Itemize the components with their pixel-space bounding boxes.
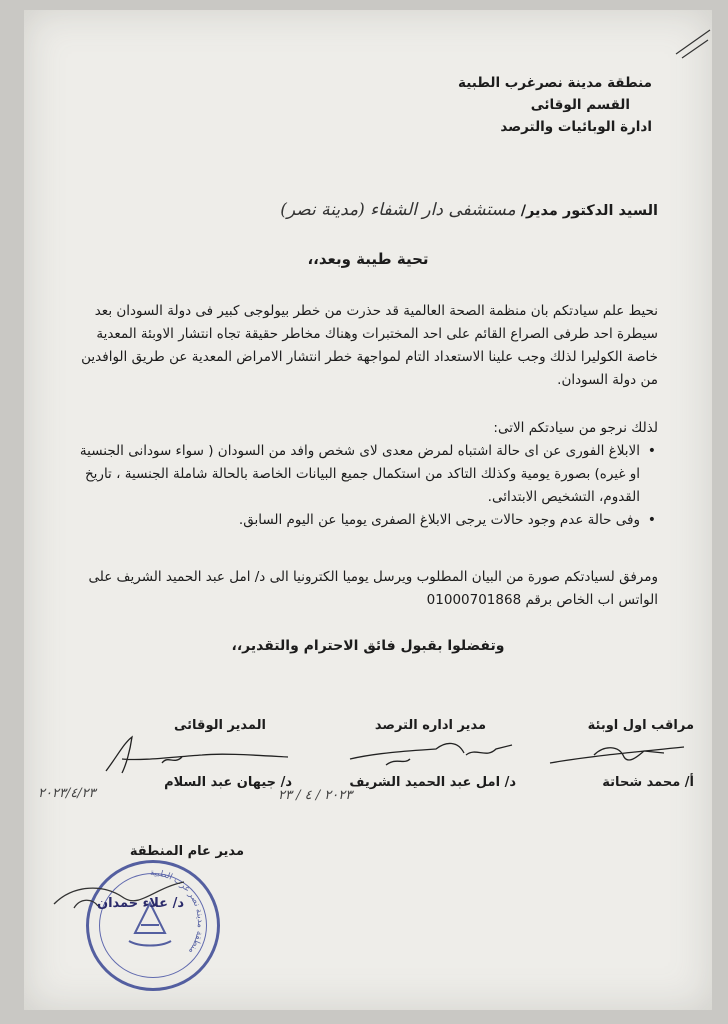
request-section: [78, 417, 658, 532]
signature-block-preventive-director: [102, 718, 292, 790]
signatory-title: مدير اداره الترصد: [374, 718, 486, 733]
signature-block-surveillance-director: [346, 718, 516, 790]
signature-block-epidemic-inspector: [544, 718, 694, 790]
signatory-name: د/ امل عبد الحميد الشريف: [349, 775, 516, 790]
body-paragraph-warning: نحيط علم سيادتكم بان منظمة الصحة العالمية قد حذرت من خطر بيولوجى كبير فى دولة السودان بعد سيطرة احد طرفى الصراع القائم على احد المختبرات وهناك مخاطر حقيقة تجاه انتشار الاوبئة المعدية خاصة الكوليرا لذلك وجب علينا الاستعداد التام لمواجهة خطر انتشار الامراض المعدية عن طريق الوافدين من دولة السودان.: [81, 303, 658, 388]
signature-date: ٢٠٢٣/٤/٢٣: [38, 786, 96, 801]
signature-date: ٢٠٢٣ / ٤ / ٢٣: [278, 788, 353, 803]
letterhead-region: منطقة مدينة نصرغرب الطبية: [458, 75, 652, 91]
letterhead-administration: ادارة الوبائيات والترصد: [500, 119, 652, 135]
signatory-title: المدير الوقائى: [174, 718, 266, 733]
handwritten-signature: [102, 735, 292, 775]
attachment-note: ومرفق لسيادتكم صورة من البيان المطلوب ويرسل يوميا الكترونيا الى د/ امل عبد الحميد الشريف على الواتس اب الخاص برقم 01000701868: [88, 569, 658, 608]
list-item: • وفى حالة عدم وجود حالات يرجى الابلاغ الصفرى يوميا عن اليوم السابق.: [78, 509, 640, 532]
addressee-printed: السيد الدكتور مدير/: [520, 203, 658, 219]
greeting: تحية طيبة وبعد،،: [307, 250, 429, 268]
handwritten-signature: [544, 735, 694, 775]
area-director-block: [130, 844, 244, 859]
signatory-name: د/ جيهان عبد السلام: [164, 775, 292, 790]
addressee-handwritten: مستشفى دار الشفاء (مدينة نصر): [280, 200, 516, 220]
request-intro: لذلك نرجو من سيادتكم الاتى:: [493, 420, 658, 436]
request-list: [78, 440, 658, 532]
handwritten-signature: [346, 735, 516, 775]
closing-salutation: وتفضلوا بقبول فائق الاحترام والتقدير،،: [231, 638, 505, 654]
area-director-name: د/ علاء حمدان: [96, 896, 184, 911]
area-director-title: مدير عام المنطقة: [129, 844, 244, 859]
handwritten-signature: [44, 874, 194, 914]
letterhead-department: القسم الوقائى: [530, 97, 630, 113]
addressee-line: [280, 200, 658, 220]
letterhead: [458, 72, 652, 138]
list-item: • الابلاغ الفورى عن اى حالة اشتباه لمرض معدى لاى شخص وافد من السودان ( سواء سودانى الجنسية او غيره) بصورة يومية وكذلك التاكد من استكمال جميع البيانات الخاصة بالحالة شاملة الجنسية ، تاريخ القدوم، التشخيص الابتدائى.: [78, 440, 640, 509]
stamp-text: منطقة مدينة نصر غرب الطبية: [149, 867, 205, 956]
document-page: [24, 10, 712, 1010]
corner-pen-mark: [672, 24, 712, 64]
signatory-name: أ/ محمد شحاتة: [602, 775, 694, 790]
signatory-title: مراقب اول اوبئة: [587, 718, 694, 733]
